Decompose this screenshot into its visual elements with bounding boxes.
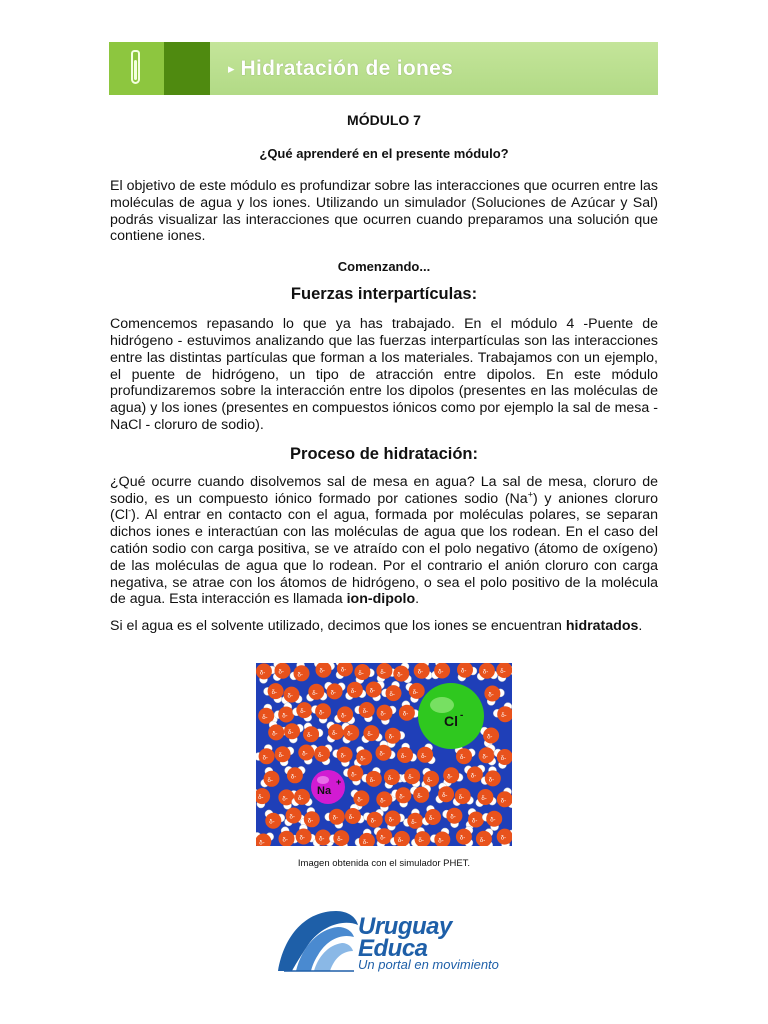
- partial-charge-label: δ-: [312, 690, 318, 697]
- sodium-charge: +: [336, 777, 342, 787]
- sodium-ion: [311, 770, 345, 804]
- partial-charge-label: δ-: [380, 711, 386, 718]
- partial-charge-label: δ-: [282, 837, 288, 844]
- partial-charge-label: δ-: [380, 798, 386, 805]
- partial-charge-label: δ-: [401, 754, 407, 760]
- partial-charge-label: δ-: [369, 777, 376, 784]
- partial-charge-label: δ-: [380, 669, 386, 676]
- proceso-text-b: ) y aniones cloruro (Cl: [110, 490, 658, 524]
- partial-charge-label: δ-: [450, 814, 456, 821]
- partial-charge-label: δ-: [500, 756, 507, 762]
- proceso-text-d: .: [415, 591, 420, 608]
- partial-charge-label: δ-: [367, 732, 373, 739]
- partial-charge-label: δ-: [421, 753, 427, 760]
- chloride-label: Cl: [444, 713, 458, 729]
- partial-charge-label: δ-: [287, 693, 293, 700]
- partial-charge-label: δ-: [297, 672, 303, 679]
- partial-charge-label: δ-: [472, 818, 478, 825]
- partial-charge-label: δ-: [500, 835, 507, 842]
- partial-charge-label: δ-: [319, 710, 325, 717]
- figure-caption: Imagen obtenida con el simulador PHET.: [297, 858, 471, 869]
- partial-charge-label: δ-: [269, 819, 275, 826]
- partial-charge-label: δ-: [500, 669, 506, 675]
- chloride-highlight: [430, 697, 454, 713]
- partial-charge-label: δ-: [389, 692, 395, 699]
- partial-charge-label: δ-: [417, 793, 423, 800]
- partial-charge-label: δ-: [307, 733, 313, 740]
- partial-charge-label: δ-: [258, 795, 264, 802]
- hidratados-text-b: .: [638, 618, 643, 635]
- partial-charge-label: δ-: [337, 837, 343, 844]
- partial-charge-label: δ-: [262, 755, 268, 762]
- partial-charge-label: δ-: [470, 773, 477, 780]
- hydration-simulation-image: [256, 663, 512, 846]
- partial-charge-label: δ-: [490, 817, 496, 824]
- partial-charge-label: δ-: [459, 835, 466, 842]
- partial-charge-label: δ-: [267, 777, 273, 784]
- partial-charge-label: δ-: [347, 731, 353, 738]
- sodium-highlight: [317, 776, 329, 784]
- thermometer-icon: [131, 50, 140, 84]
- partial-charge-label: δ-: [412, 689, 419, 696]
- partial-charge-label: δ-: [379, 751, 385, 758]
- proceso-text-c: ). Al entrar en contacto con el agua, formada por moléculas polares, se separan dichos iones e interactúan con las moléculas de agua que los rodean. En el caso del catión sodio con carga positiva, se ve atraído con el polo negativo (átomo de oxígeno) de las moléculas de agua que lo rodean. Por el contrario el anión cloruro con carga negativa, se atrae con los átomos de hidrógeno, o sea el polo positivo de la molécula de agua. Esta interacción es llamada: [110, 507, 658, 608]
- partial-charge-label: δ-: [330, 690, 336, 697]
- proceso-paragraph: [110, 474, 658, 608]
- partial-charge-label: δ-: [501, 713, 507, 720]
- hidratados-text-a: Si el agua es el solvente utilizado, decimos que los iones se encuentran: [110, 618, 566, 635]
- partial-charge-label: δ-: [461, 668, 467, 675]
- partial-charge-label: δ-: [319, 668, 325, 675]
- sodium-label: Na: [317, 785, 332, 797]
- partial-charge-label: δ-: [369, 688, 376, 695]
- module-title: MÓDULO 7: [347, 112, 421, 128]
- partial-charge-label: δ-: [259, 670, 266, 677]
- partial-charge-label: δ-: [387, 776, 394, 783]
- partial-charge-label: δ-: [447, 774, 453, 781]
- partial-charge-label: δ-: [278, 669, 284, 676]
- partial-charge-label: δ-: [417, 669, 424, 676]
- partial-charge-label: δ-: [370, 818, 377, 825]
- header-banner: [109, 42, 658, 95]
- partial-charge-label: δ-: [487, 734, 493, 741]
- document-body: [110, 108, 658, 635]
- partial-charge-label: δ-: [458, 795, 465, 802]
- partial-charge-label: δ-: [332, 730, 338, 737]
- simulation-svg: [256, 663, 512, 846]
- ion-dipolo-term: ion-dipolo: [346, 591, 416, 608]
- partial-charge-label: δ-: [290, 774, 297, 781]
- partial-charge-label: δ-: [408, 775, 414, 782]
- partial-charge-label: δ-: [362, 839, 369, 846]
- partial-charge-label: δ-: [282, 713, 288, 720]
- na-charge-sup: +: [527, 488, 533, 499]
- partial-charge-label: δ-: [482, 754, 488, 761]
- partial-charge-label: δ-: [332, 815, 339, 822]
- partial-charge-label: δ-: [282, 796, 288, 803]
- fuerzas-paragraph: Comencemos repasando lo que ya has trabajado. En el módulo 4 -Puente de hidrógeno - estuvimos analizando que las fuerzas interpartículas son las interacciones entre las distintas partículas que forman a los materiales. Trabajamos con un ejemplo, el puente de hidrógeno, un tipo de atracción entre dipolos. En este módulo profundizaremos sobre la interacción entre los dipolos (presentes en las moléculas de agua) y los iones (presentes en compuestos iónicos como por ejemplo la sal de mesa - NaCl - cloruro de sodio).: [110, 316, 658, 433]
- section-heading-fuerzas: Fuerzas interpartículas:: [290, 285, 478, 304]
- partial-charge-label: δ-: [340, 667, 347, 674]
- partial-charge-label: δ-: [442, 793, 448, 800]
- partial-charge-label: δ-: [262, 714, 268, 721]
- partial-charge-label: δ-: [278, 753, 284, 760]
- partial-charge-label: δ-: [288, 730, 294, 737]
- partial-charge-label: δ-: [429, 816, 435, 822]
- partial-charge-label: δ-: [348, 815, 355, 821]
- partial-charge-label: δ-: [319, 836, 325, 843]
- partial-charge-label: δ-: [340, 753, 346, 760]
- partial-charge-label: δ-: [357, 797, 363, 804]
- partial-charge-label: δ-: [488, 692, 494, 699]
- partial-charge-label: δ-: [460, 755, 466, 762]
- arrow-icon: ▸: [228, 60, 235, 76]
- partial-charge-label: δ-: [438, 669, 444, 676]
- partial-charge-label: δ-: [397, 672, 403, 679]
- partial-charge-label: δ-: [488, 777, 495, 784]
- partial-charge-label: δ-: [259, 840, 265, 846]
- cl-charge-sup: -: [128, 505, 132, 516]
- partial-charge-label: δ-: [358, 671, 364, 677]
- partial-charge-label: δ-: [362, 709, 369, 715]
- partial-charge-label: δ-: [418, 838, 424, 845]
- header-block-light: [109, 42, 164, 95]
- chloride-charge: -: [460, 710, 464, 721]
- partial-charge-label: δ-: [360, 756, 366, 763]
- partial-charge-label: δ-: [341, 713, 347, 720]
- logo-tagline: Un portal en movimiento: [358, 957, 499, 972]
- intro-paragraph: El objetivo de este módulo es profundizar sobre las interacciones que ocurren entre las moléculas de agua y los iones. Utilizando un simulador (Soluciones de Azúcar y Sal) podrás visualizar las interacciones que ocurren cuando preparamos una solución que contiene iones.: [110, 178, 658, 245]
- partial-charge-label: δ-: [298, 795, 304, 802]
- partial-charge-label: δ-: [482, 669, 489, 676]
- partial-charge-label: δ-: [438, 838, 444, 845]
- partial-charge-label: δ-: [350, 688, 357, 695]
- hidratados-term: hidratados: [565, 618, 639, 635]
- partial-charge-label: δ-: [397, 837, 404, 844]
- partial-charge-label: δ-: [299, 835, 305, 842]
- partial-charge-label: δ-: [402, 711, 409, 718]
- header-title: Hidratación de iones: [240, 56, 454, 80]
- partial-charge-label: δ-: [427, 777, 433, 784]
- partial-charge-label: δ-: [289, 814, 295, 821]
- partial-charge-label: δ-: [411, 819, 417, 826]
- partial-charge-label: δ-: [307, 818, 314, 825]
- partial-charge-label: δ-: [318, 752, 324, 759]
- partial-charge-label: δ-: [302, 751, 308, 758]
- partial-charge-label: δ-: [272, 731, 278, 738]
- logo-wordmark: [358, 913, 452, 962]
- partial-charge-label: δ-: [380, 835, 386, 842]
- partial-charge-label: δ-: [388, 734, 395, 741]
- partial-charge-label: δ-: [500, 798, 507, 805]
- partial-charge-label: δ-: [481, 796, 487, 802]
- proceso-text-a: ¿Qué ocurre cuando disolvemos sal de mesa en agua? La sal de mesa, cloruro de sodio, es un compuesto iónico formado por cationes sodio (Na: [110, 473, 658, 507]
- module-question: ¿Qué aprenderé en el presente módulo?: [259, 146, 509, 161]
- partial-charge-label: δ-: [479, 837, 486, 844]
- partial-charge-label: δ-: [300, 709, 306, 716]
- partial-charge-label: δ-: [271, 690, 277, 697]
- chloride-ion: [418, 683, 484, 749]
- logo-line-2: Educa: [358, 935, 428, 962]
- section-heading-proceso: Proceso de hidratación:: [290, 444, 478, 463]
- partial-charge-label: δ-: [351, 772, 357, 779]
- header-block-dark: [164, 42, 210, 95]
- partial-charge-label: δ-: [399, 794, 405, 801]
- hidratados-paragraph: [110, 618, 658, 635]
- partial-charge-label: δ-: [388, 817, 395, 824]
- logo-line-1: Uruguay: [358, 913, 452, 940]
- starting-label: Comenzando...: [337, 259, 431, 275]
